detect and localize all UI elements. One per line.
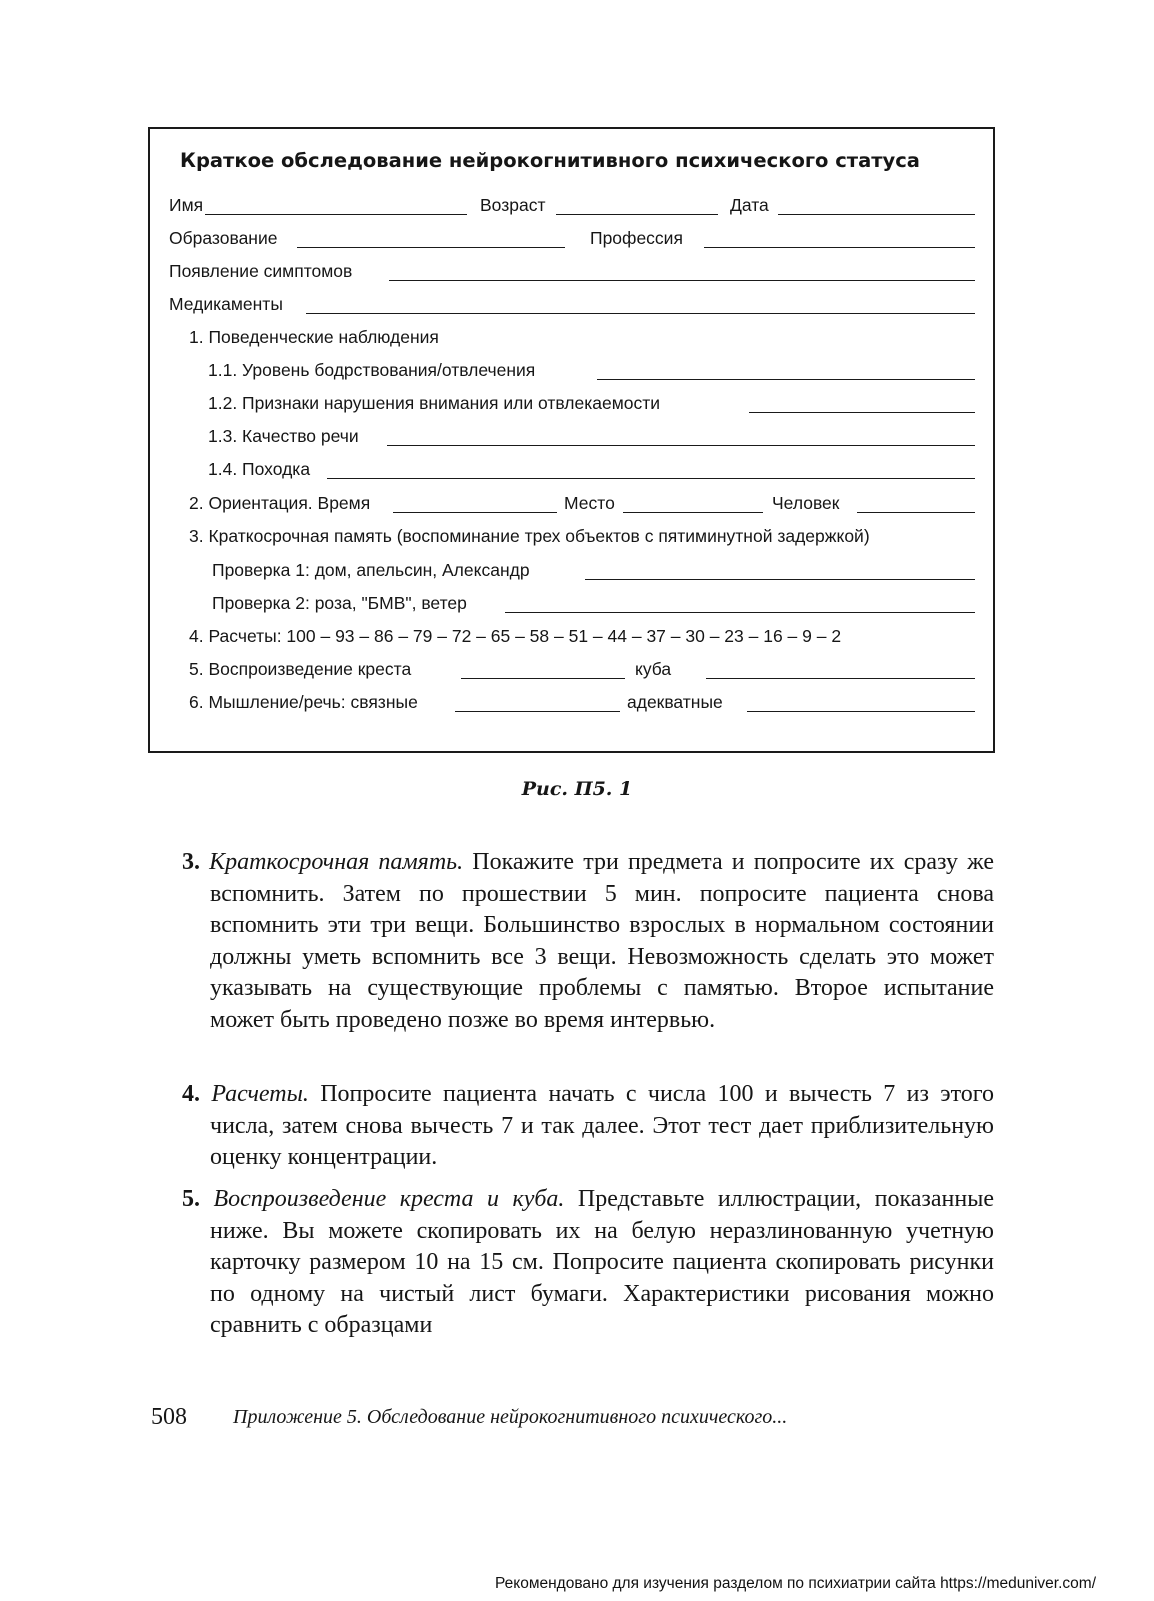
paragraph-4-number: 4. bbox=[182, 1081, 200, 1107]
symptoms-label: Появление симптомов bbox=[169, 261, 353, 281]
symptoms-row bbox=[169, 258, 977, 284]
assessment-form bbox=[148, 127, 995, 753]
medications-label: Медикаменты bbox=[169, 294, 283, 314]
section-1-4-row bbox=[169, 456, 977, 482]
date-field[interactable] bbox=[778, 214, 975, 215]
paragraph-5-text: Представьте иллюстрации, показанные ниже. Вы можете скопировать их на белую неразлинованную учетную карточку размером 10 на 15 см. Попросите пациента скопировать рисунки по одному на чистый лист бумаги. Характеристики рисования можно сравнить с образцами bbox=[210, 1186, 995, 1339]
cross-copy-label: 5. Воспроизведение креста bbox=[189, 659, 412, 679]
education-field[interactable] bbox=[297, 247, 565, 248]
paragraph-5 bbox=[182, 1184, 995, 1342]
section-2-row bbox=[169, 490, 977, 516]
place-label: Место bbox=[564, 493, 615, 513]
paragraph-3-title: Краткосрочная память. bbox=[209, 849, 464, 875]
section-1-3-row bbox=[169, 423, 977, 449]
calculations-label: 4. Расчеты: 100 – 93 – 86 – 79 – 72 – 65 – 58 – 51 – 44 – 37 – 30 – 23 – 16 – 9 – 2 bbox=[189, 626, 842, 646]
paragraph-4 bbox=[182, 1079, 995, 1174]
memory-check-2-row bbox=[169, 590, 977, 616]
date-label: Дата bbox=[730, 195, 769, 215]
source-note: Рекомендовано для изучения разделом по психиатрии сайта https://meduniver.com/ bbox=[494, 1575, 1096, 1592]
name-age-date-row bbox=[169, 192, 977, 218]
section-1-2-row bbox=[169, 390, 977, 416]
section-1-1-label: 1.1. Уровень бодрствования/отвлечения bbox=[208, 360, 536, 380]
section-1-2-label: 1.2. Признаки нарушения внимания или отвлекаемости bbox=[208, 393, 661, 413]
gait-field[interactable] bbox=[327, 478, 975, 479]
paragraph-5-title: Воспроизведение креста и куба. bbox=[213, 1186, 565, 1212]
memory-check-1-row bbox=[169, 557, 977, 583]
cross-copy-field[interactable] bbox=[461, 678, 625, 679]
memory-check-1-label: Проверка 1: дом, апельсин, Александр bbox=[212, 560, 530, 580]
section-1-4-label: 1.4. Походка bbox=[208, 459, 311, 479]
paragraph-5-number: 5. bbox=[182, 1186, 200, 1212]
medications-field[interactable] bbox=[306, 313, 975, 314]
age-label: Возраст bbox=[480, 195, 546, 215]
form-title: Краткое обследование нейрокогнитивного психического статуса bbox=[180, 149, 920, 172]
name-field[interactable] bbox=[205, 214, 467, 215]
time-field[interactable] bbox=[393, 512, 557, 513]
adequate-label: адекватные bbox=[627, 692, 723, 712]
paragraph-4-text: Попросите пациента начать с числа 100 и вычесть 7 из этого числа, затем снова вычесть 7 и так далее. Этот тест дает приблизительную оценку концентрации. bbox=[210, 1081, 995, 1171]
section-1-1-row bbox=[169, 357, 977, 383]
alertness-field[interactable] bbox=[597, 379, 975, 380]
section-1-row bbox=[169, 324, 977, 350]
education-profession-row bbox=[169, 225, 977, 251]
person-label: Человек bbox=[772, 493, 840, 513]
cube-copy-label: куба bbox=[635, 659, 672, 679]
section-3-title: 3. Краткосрочная память (воспоминание трех объектов с пятиминутной задержкой) bbox=[189, 526, 870, 546]
name-label: Имя bbox=[169, 195, 204, 215]
profession-field[interactable] bbox=[704, 247, 975, 248]
paragraph-4-title: Расчеты. bbox=[211, 1081, 309, 1107]
speech-quality-field[interactable] bbox=[387, 445, 975, 446]
section-3-row bbox=[169, 523, 977, 549]
cube-copy-field[interactable] bbox=[706, 678, 975, 679]
education-label: Образование bbox=[169, 228, 278, 248]
section-5-row bbox=[169, 656, 977, 682]
paragraph-3-number: 3. bbox=[182, 849, 200, 875]
attention-field[interactable] bbox=[749, 412, 975, 413]
section-1-title: 1. Поведенческие наблюдения bbox=[189, 327, 439, 347]
section-6-row bbox=[169, 689, 977, 715]
adequate-field[interactable] bbox=[747, 711, 975, 712]
memory-check-1-field[interactable] bbox=[585, 579, 975, 580]
memory-check-2-label: Проверка 2: роза, "БМВ", ветер bbox=[212, 593, 467, 613]
paragraph-3 bbox=[182, 847, 995, 1037]
page-number: 508 bbox=[151, 1404, 187, 1430]
coherent-speech-field[interactable] bbox=[455, 711, 620, 712]
medications-row bbox=[169, 291, 977, 317]
paragraph-3-text: Покажите три предмета и попросите их сразу же вспомнить. Затем по прошествии 5 мин. попросите пациента снова вспомнить эти три вещи. Большинство взрослых в нормальном состоянии должны уметь вспомнить все 3 вещи. Невозможность сделать это может указывать на существующие проблемы с памятью. Второе испытание может быть проведено позже во время интервью. bbox=[210, 849, 995, 1033]
figure-caption: Рис. П5. 1 bbox=[521, 778, 633, 800]
section-1-3-label: 1.3. Качество речи bbox=[208, 426, 359, 446]
orientation-time-label: 2. Ориентация. Время bbox=[189, 493, 371, 513]
coherent-speech-label: 6. Мышление/речь: связные bbox=[189, 692, 418, 712]
profession-label: Профессия bbox=[590, 228, 683, 248]
age-field[interactable] bbox=[556, 214, 718, 215]
place-field[interactable] bbox=[623, 512, 763, 513]
section-4-row bbox=[169, 623, 977, 649]
running-title: Приложение 5. Обследование нейрокогнитивного психического... bbox=[233, 1406, 788, 1428]
memory-check-2-field[interactable] bbox=[505, 612, 975, 613]
symptoms-field[interactable] bbox=[389, 280, 975, 281]
person-field[interactable] bbox=[857, 512, 975, 513]
